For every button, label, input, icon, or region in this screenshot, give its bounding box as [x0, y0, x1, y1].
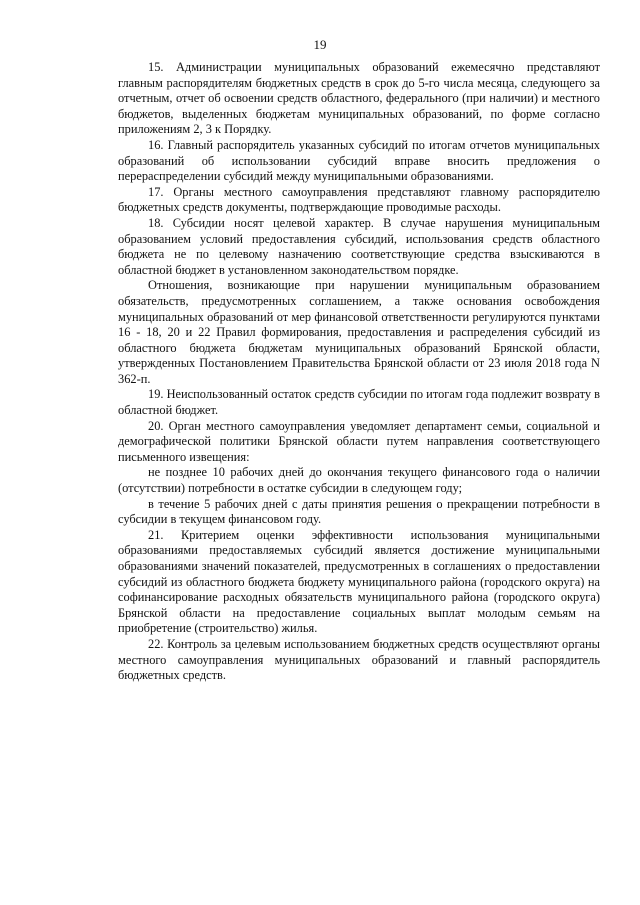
paragraph-15: 15. Администрации муниципальных образований ежемесячно представляют главным распорядителям бюджетных средств в срок до 5-го числа месяца, следующего за отчетным, отчет об освоении средств областного, федерального (при наличии) и местного бюджетов, выделенных бюджетам муниципальных образований, по форме согласно приложениям 2, 3 к Порядку.	[118, 60, 600, 137]
paragraph-17: 17. Органы местного самоуправления представляют главному распорядителю бюджетных средств документы, подтверждающие проводимые расходы.	[118, 184, 600, 215]
page-number: 19	[313, 37, 327, 52]
paragraph-20-item-1: не позднее 10 рабочих дней до окончания текущего финансового года о наличии (отсутствии) потребности в остатке субсидии в следующем году;	[118, 465, 600, 496]
paragraph-22: 22. Контроль за целевым использованием бюджетных средств осуществляют органы местного самоуправления муниципальных образований и главный распорядитель бюджетных средств.	[118, 636, 600, 683]
paragraph-19: 19. Неиспользованный остаток средств субсидии по итогам года подлежит возврату в областной бюджет.	[118, 387, 600, 418]
paragraph-18-relations: Отношения, возникающие при нарушении муниципальным образованием обязательств, предусмотренных соглашением, а также основания освобождения муниципальных образований от мер финансовой ответственности регулируются пунктами 16 - 18, 20 и 22 Правил формирования, предоставления и распределения субсидий из областного бюджета бюджетам муниципальных образований Брянской области, утвержденных Постановлением Правительства Брянской области от 23 июля 2018 года N 362-п.	[118, 278, 600, 386]
paragraph-18: 18. Субсидии носят целевой характер. В случае нарушения муниципальным образованием условий предоставления субсидий, использования средств областного бюджета не по целевому назначению соответствующие средства взыскиваются в областной бюджет в установленном законодательством порядке.	[118, 215, 600, 277]
paragraph-20: 20. Орган местного самоуправления уведомляет департамент семьи, социальной и демографической политики Брянской области путем направления соответствующего письменного извещения:	[118, 418, 600, 464]
paragraph-16: 16. Главный распорядитель указанных субсидий по итогам отчетов муниципальных образований об использовании субсидий вправе вносить предложения о перераспределении субсидий между муниципальными образованиями.	[118, 137, 600, 184]
paragraph-21: 21. Критерием оценки эффективности использования муниципальными образованиями предоставляемых субсидий является достижение муниципальными образованиями значений показателей, предусмотренных в соглашениях о предоставлении субсидий из областного бюджета бюджету муниципального района (городского округа) на софинансирование расходных обязательств муниципального района (городского округа) Брянской области на предоставление социальных выплат молодым семьям на приобретение (строительство) жилья.	[118, 527, 600, 636]
document-body	[118, 60, 600, 684]
paragraph-20-item-2: в течение 5 рабочих дней с даты принятия решения о прекращении потребности в субсидии в текущем финансовом году.	[118, 496, 600, 527]
